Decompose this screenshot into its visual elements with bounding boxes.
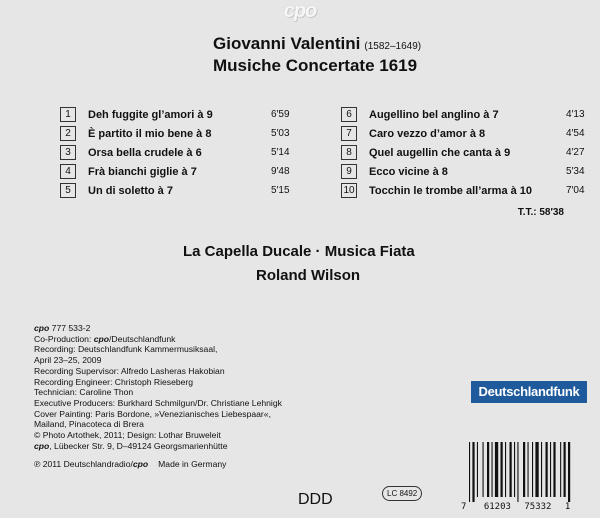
track-item (341, 145, 510, 160)
barcode-left-digits: 61203 (483, 502, 511, 512)
composer-name: Giovanni Valentini (213, 34, 361, 53)
ensemble-name: La Capella Ducale · Musica Fiata (183, 243, 415, 260)
track-duration: 4′54 (566, 128, 585, 139)
track-item (60, 126, 211, 141)
track-title: Quel augellin che canta à 9 (369, 146, 511, 159)
track-number: 6 (341, 107, 357, 122)
cpo-mark: cpo (93, 333, 109, 344)
technician-line: Technician: Caroline Thon (34, 387, 134, 398)
track-title: È partito il mio bene à 8 (88, 127, 212, 140)
cover-line: Cover Painting: Paris Bordone, »Venezianisches Liebespaar«, (34, 408, 271, 419)
track-duration: 4′13 (566, 109, 585, 120)
barcode-right-digits: 75332 (524, 502, 552, 512)
photo-design-line: © Photo Artothek, 2011; Design: Lothar Bruweleit (34, 430, 221, 441)
label-code: LC 8492 (382, 486, 422, 501)
total-time: T.T.: 58′38 (517, 207, 564, 218)
barcode-lead-digit: 7 (461, 502, 467, 512)
album-title: Musiche Concertate 1619 (213, 56, 418, 75)
track-item (341, 126, 485, 141)
barcode-icon (465, 442, 585, 502)
track-number: 4 (60, 164, 76, 179)
copyright-text: ℗ 2011 Deutschlandradio/ (34, 459, 133, 470)
track-duration: 5′14 (271, 147, 290, 158)
track-duration: 7′04 (566, 185, 585, 196)
track-item (60, 107, 213, 122)
track-item (60, 164, 197, 179)
composer-dates: (1582–1649) (364, 41, 422, 52)
track-duration: 5′15 (271, 185, 290, 196)
track-number: 1 (60, 107, 76, 122)
composer-heading (213, 34, 421, 54)
recording-date-line: April 23–25, 2009 (34, 355, 102, 366)
track-number: 10 (341, 183, 357, 198)
track-number: 8 (341, 145, 357, 160)
track-duration: 4′27 (566, 147, 585, 158)
track-duration: 5′03 (271, 128, 290, 139)
coproduction-prefix: Co-Production: (34, 333, 94, 344)
track-title: Caro vezzo d’amor à 8 (369, 127, 486, 140)
conductor-name: Roland Wilson (256, 267, 361, 284)
supervisor-line: Recording Supervisor: Alfredo Lasheras Hakobian (34, 365, 225, 376)
track-item (341, 164, 448, 179)
track-duration: 6′59 (271, 109, 290, 120)
track-title: Frà bianchi giglie à 7 (88, 165, 197, 178)
deutschlandfunk-logo: Deutschlandfunk (471, 381, 587, 403)
credits-block (34, 323, 282, 470)
coproduction-line (34, 334, 282, 345)
track-item (341, 107, 499, 122)
track-title: Un di soletto à 7 (88, 184, 173, 197)
coproduction-rest: /Deutschlandfunk (109, 333, 176, 344)
track-title: Deh fuggite gl’amori à 9 (88, 108, 213, 121)
catalog-number: 777 533-2 (49, 323, 91, 333)
cpo-mark: cpo (132, 459, 149, 470)
track-number: 7 (341, 126, 357, 141)
copyright-line (34, 459, 282, 470)
recording-line: Recording: Deutschlandfunk Kammermusiksaal, (34, 344, 218, 355)
track-number: 3 (60, 145, 76, 160)
track-number: 9 (341, 164, 357, 179)
track-title: Tocchin le trombe all’arma à 10 (369, 184, 533, 197)
cover-location-line: Mailand, Pinacoteca di Brera (34, 419, 144, 430)
ddd-mark: DDD (298, 491, 333, 508)
made-in: Made in Germany (158, 459, 227, 470)
cpo-mark: cpo (34, 440, 50, 451)
barcode-digits (461, 502, 591, 512)
track-title: Orsa bella crudele à 6 (88, 146, 202, 159)
label-logo: cpo (283, 0, 317, 22)
track-duration: 5′34 (566, 166, 585, 177)
address-line (34, 441, 282, 452)
track-item (60, 145, 202, 160)
track-number: 5 (60, 183, 76, 198)
barcode-trail-digit: 1 (564, 502, 571, 512)
track-item (60, 183, 173, 198)
address-text: , Lübecker Str. 9, D–49124 Georgsmarienhütte (49, 440, 228, 451)
track-title: Augellino bel anglino à 7 (369, 108, 499, 121)
producers-line: Executive Producers: Burkhard Schmilgun/Dr. Christiane Lehnigk (34, 397, 282, 408)
track-item (341, 183, 532, 198)
track-number: 2 (60, 126, 76, 141)
track-title: Ecco vicine à 8 (369, 165, 448, 178)
track-duration: 9′48 (271, 166, 290, 177)
engineer-line: Recording Engineer: Christoph Rieseberg (34, 376, 194, 387)
catalog-line (34, 323, 282, 334)
cpo-mark: cpo (34, 323, 50, 333)
